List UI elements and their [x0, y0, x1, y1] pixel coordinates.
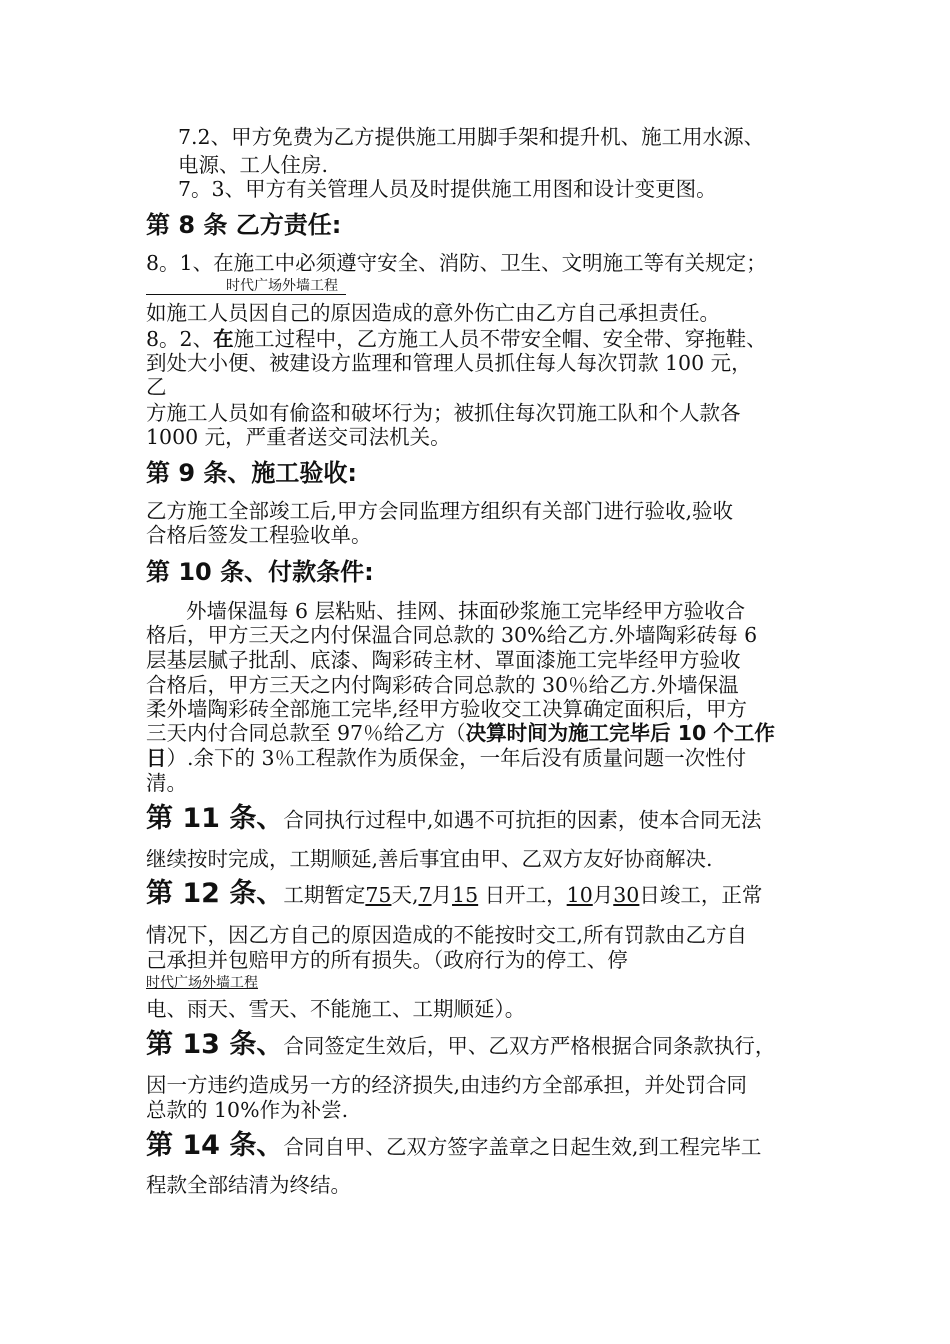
running-header-2: 时代广场外墙工程 [146, 975, 258, 991]
clause-13-title: 第 13 条、 [146, 1029, 284, 1060]
start-month: 7 [418, 883, 432, 907]
clause-8-2-bold: 在 [213, 327, 234, 351]
clause-12-text: 月 [592, 883, 614, 907]
clause-14-text: 合同自甲、乙双方签字盖章之日起生效,到工程完毕工 [283, 1135, 762, 1159]
clause-8-title: 第 8 条 乙方责任: [146, 211, 342, 239]
clause-10-bold-note-end: 日 [146, 746, 167, 770]
running-header: 时代广场外墙工程 [226, 278, 338, 294]
clause-10-line-8: 清。 [146, 771, 187, 795]
clause-11-line-2: 继续按时完成，工期顺延,善后事宜由甲、乙双方友好协商解决. [146, 847, 713, 871]
clause-13-line-1 [146, 1029, 776, 1060]
clause-11-line-1 [146, 803, 762, 834]
clause-13-line-2: 因一方违约造成另一方的经济损失,由违约方全部承担，并处罚合同 [146, 1073, 748, 1097]
clause-10-bold-note: 决算时间为施工完毕后 10 个工作 [465, 721, 775, 745]
clause-10-title: 第 10 条、付款条件: [146, 558, 374, 586]
duration-days: 75 [365, 883, 392, 907]
clause-14-title: 第 14 条、 [146, 1130, 284, 1161]
clause-12-line-3: 己承担并包赔甲方的所有损失。（政府行为的停工、停 [146, 948, 628, 972]
clause-12-line-1 [146, 878, 763, 909]
clause-10-line-5: 柔外墙陶彩砖全部施工完毕,经甲方验收交工决算确定面积后，甲方 [146, 697, 748, 721]
clause-13-text: 合同签定生效后，甲、乙双方严格根据合同条款执行， [283, 1034, 776, 1058]
clause-12-text: 日开工， [478, 883, 567, 907]
clause-8-line-3 [146, 326, 767, 352]
clause-10-line-7 [146, 745, 746, 771]
clause-8-line-5: 乙 [146, 375, 167, 399]
clause-7-line-2: 电源、工人住房. [178, 153, 329, 177]
clause-13-line-3: 总款的 10%作为补尝. [146, 1098, 349, 1122]
clause-10-line-3: 层基层腻子批刮、底漆、陶彩砖主材、罩面漆施工完毕经甲方验收 [146, 648, 741, 672]
clause-7-line-1: 7.2、甲方免费为乙方提供施工用脚手架和提升机、施工用水源、 [178, 125, 765, 149]
clause-10-line-4: 合格后，甲方三天之内付陶彩砖合同总款的 30％给乙方.外墙保温 [146, 673, 739, 697]
clause-12-text: 天, [391, 883, 419, 907]
clause-12-line-4: 电、雨天、雪天、不能施工、工期顺延）。 [146, 997, 526, 1021]
clause-10-line-1: 外墙保温每 6 层粘贴、挂网、抹面砂浆施工完毕经甲方验收合 [186, 599, 746, 623]
clause-12-text: 月 [431, 883, 453, 907]
clause-8-line-4: 到处大小便、被建设方监理和管理人员抓住每人每次罚款 100 元， [146, 351, 752, 375]
clause-14-line-2: 程款全部结清为终结。 [146, 1173, 351, 1197]
clause-9-line-1: 乙方施工全部竣工后,甲方会同监理方组织有关部门进行验收,验收 [146, 499, 734, 523]
end-day: 30 [613, 883, 640, 907]
end-month: 10 [566, 883, 593, 907]
clause-14-line-1 [146, 1130, 762, 1161]
clause-7-line-3: 7。3、甲方有关管理人员及时提供施工用图和设计变更图。 [178, 177, 717, 201]
clause-10-line-2: 格后，甲方三天之内付保温合同总款的 30%给乙方.外墙陶彩砖每 6 [146, 623, 758, 647]
clause-10-line-6-text: 三天内付合同总款至 97％给乙方（ [146, 721, 466, 745]
clause-8-line-2: 如施工人员因自己的原因造成的意外伤亡由乙方自己承担责任。 [146, 301, 720, 325]
clause-12-title: 第 12 条、 [146, 878, 284, 909]
clause-10-line-6 [146, 720, 775, 746]
clause-8-line-7: 1000 元，严重者送交司法机关。 [146, 425, 451, 449]
clause-10-line-7-text: ）.余下的 3％工程款作为质保金，一年后没有质量问题一次性付 [166, 746, 747, 770]
clause-12-line-2: 情况下，因乙方自己的原因造成的不能按时交工,所有罚款由乙方自 [146, 923, 748, 947]
clause-8-2-text: 施工过程中，乙方施工人员不带安全帽、安全带、穿拖鞋、 [233, 327, 767, 351]
clause-8-line-6: 方施工人员如有偷盗和破坏行为；被抓住每次罚施工队和个人款各 [146, 401, 741, 425]
clause-11-text: 合同执行过程中,如遇不可抗拒的因素，使本合同无法 [283, 808, 762, 832]
start-day: 15 [452, 883, 479, 907]
clause-9-line-2: 合格后签发工程验收单。 [146, 523, 372, 547]
clause-8-line-1: 8。1、在施工中必须遵守安全、消防、卫生、文明施工等有关规定； [146, 251, 767, 275]
clause-12-text: 工期暂定 [283, 883, 366, 907]
clause-8-2-number: 8。2、 [146, 327, 214, 351]
clause-11-title: 第 11 条、 [146, 803, 284, 834]
clause-12-text: 日竣工，正常 [639, 883, 763, 907]
clause-9-title: 第 9 条、施工验收: [146, 459, 358, 487]
